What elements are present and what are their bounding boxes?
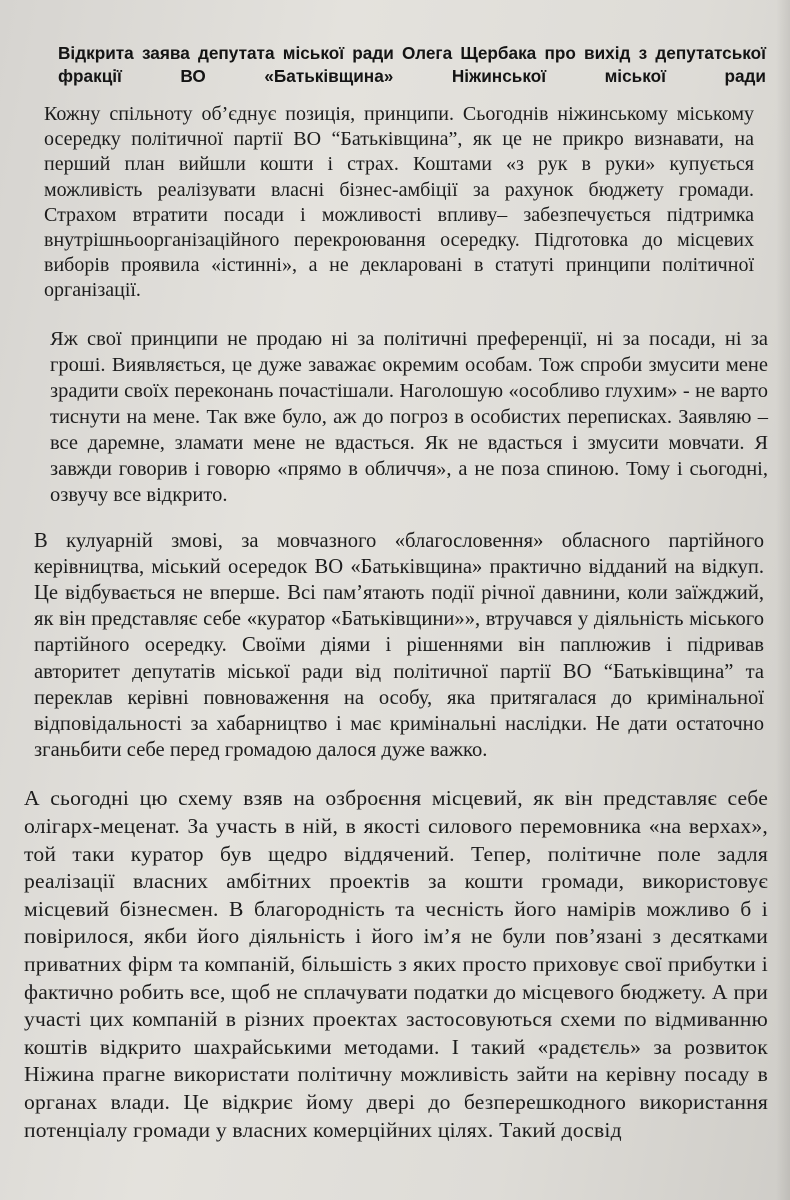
paragraph-4: А сьогодні цю схему взяв на озброєння місцевий, як він представляє себе олігарх-меценат. За участь в ній, в якості силового перемовника «на верхах», той таки куратор був щедро віддячений. Тепер, політичне поле задля реалізації власних амбітних проектів за кошти громади, використовує місцевий бізнесмен. В благородність та чесність його намірів можливо б і повірилося, якби його діяльність і його ім’я не були пов’язані з десятками приватних фірм та компаній, більшість з яких просто приховує свої прибутки і фактично робить все, щоб не сплачувати податки до місцевого бюджету. А при участі цих компаній в різних проектах застосовуються схеми по відмиванню коштів відкрито шахрайськими методами. І такий «радєтєль» за розвиток Ніжина прагне використати політичну можливість зайти на керівну посаду в органах влади. Це відкриє йому двері до безперешкодного використання потенціалу громади у власних комерційних цілях. Такий досвід [24,786,768,1142]
page-edge-shadow [776,0,790,1200]
paragraph-2: Яж свої принципи не продаю ні за політичні преференції, ні за посади, ні за гроші. Виявляється, це дуже заважає окремим особам. Тож спроби змусити мене зрадити своїх переконань почастішали. Наголошую «особливо глухим» - не варто тиснути на мене. Так вже було, аж до погроз в особистих переписках. Заявляю – все даремне, зламати мене не вдасться. Як не вдасться і змусити мовчати. Я завжди говорив і говорю «прямо в обличчя», а не поза спиною. Тому і сьогодні, озвучу все відкрито. [50,327,768,506]
paragraph-1: Кожну спільноту об’єднує позиція, принципи. Сьогоднів ніжинському міському осередку політичної партії ВО “Батьківщина”, як це не прикро визнавати, на перший план вийшли кошти і страх. Коштами «з рук в руки» купується можливість реалізувати власні бізнес-амбіції за рахунок бюджету громади. Страхом втратити посади і можливості впливу– забезпечується підтримка внутрішньоорганізаційного перекроювання осередку. Підготовка до місцевих виборів проявила «істинні», а не декларовані в статуті принципи політичної організації. [44,103,754,302]
document-title: Відкрита заява депутата міської ради Олега Щербака про вихід з депутатської фракції ВО «Батьківщина» Ніжинської міської ради [58,43,766,86]
paragraph-3: В кулуарній змові, за мовчазного «благословення» обласного партійного керівництва, міський осередок ВО «Батьківщина» практично відданий на відкуп. Це відбувається не вперше. Всі пам’ятають події річної давнини, коли заїжджий, як він представляє себе «куратор «Батьківщини»», втручався у діяльність міського партійного осередку. Своїми діями і рішеннями він паплюжив і підривав авторитет депутатів міської ради від політичної партії ВО “Батьківщина” та переклав керівні повноваження на особу, яка притягалася до кримінальної відповідальності за хабарництво і має кримінальні наслідки. Не дати остаточно зганьбити себе перед громадою далося дуже важко. [34,529,764,762]
